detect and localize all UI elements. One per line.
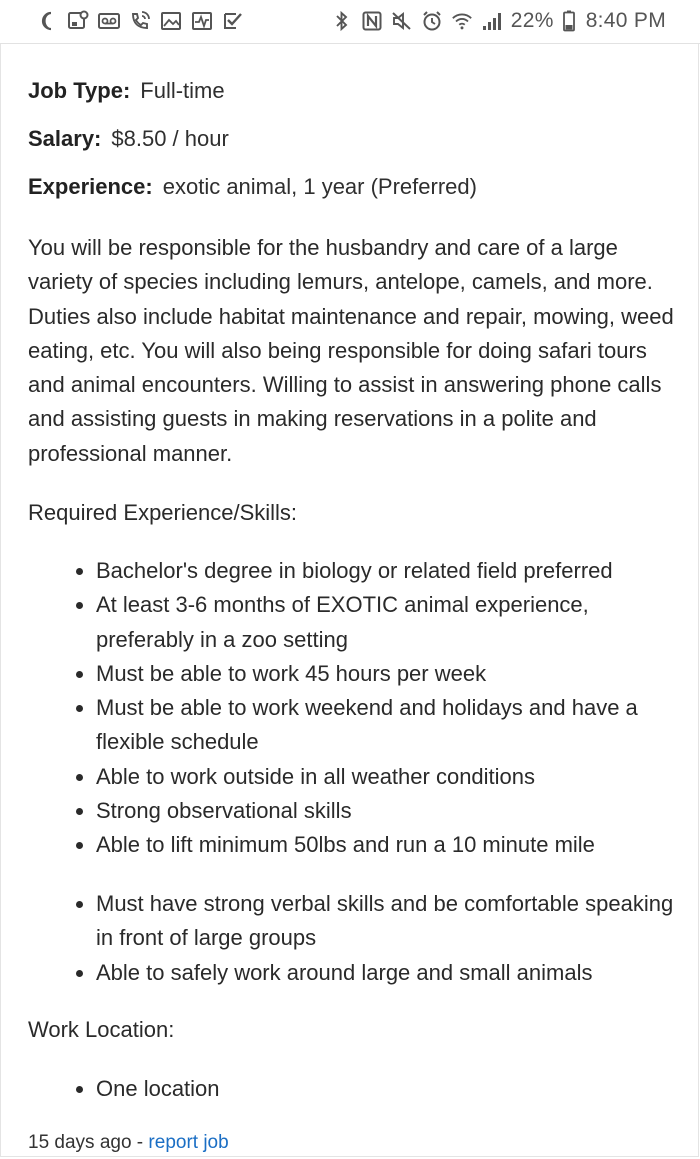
list-item: Able to lift minimum 50lbs and run a 10 minute mile xyxy=(96,828,678,862)
notification-icon xyxy=(67,9,89,33)
job-type-value: Full-time xyxy=(140,78,225,103)
list-item: At least 3-6 months of EXOTIC animal experience, preferably in a zoo setting xyxy=(96,588,678,657)
experience-label: Experience: xyxy=(28,174,153,199)
experience-row xyxy=(28,170,477,204)
experience-value: exotic animal, 1 year (Preferred) xyxy=(162,174,477,199)
list-item: Able to safely work around large and small animals xyxy=(96,956,678,990)
posted-ago: 15 days ago xyxy=(28,1132,132,1153)
requirements-list-continued xyxy=(28,887,678,990)
job-type-label: Job Type: xyxy=(28,78,131,103)
status-right-icons xyxy=(331,7,666,35)
bluetooth-icon xyxy=(331,9,353,33)
list-item: One location xyxy=(96,1072,678,1106)
salary-value: $8.50 / hour xyxy=(111,126,229,151)
list-item: Bachelor's degree in biology or related field preferred xyxy=(96,554,678,588)
alarm-icon xyxy=(421,9,443,33)
requirements-heading: Required Experience/Skills: xyxy=(28,500,298,525)
clock: 8:40 PM xyxy=(585,9,666,32)
gallery-icon xyxy=(160,9,182,33)
report-job-link[interactable]: report job xyxy=(148,1132,229,1153)
location-heading: Work Location: xyxy=(28,1017,175,1042)
job-description: You will be responsible for the husbandry and care of a large variety of species including lemurs, antelope, camels, and more. Duties also include habitat maintenance and repair, mowing, weed eating, etc. You will also being responsible for doing safari tours and animal encounters. Willing to assist in answering phone calls and assisting guests in making reservations in a polite and professional manner. xyxy=(28,235,674,466)
voicemail-icon xyxy=(98,9,120,33)
job-detail-card xyxy=(0,44,699,1157)
list-item: Must be able to work 45 hours per week xyxy=(96,657,678,691)
checkbox-icon xyxy=(222,9,244,33)
list-item: Must have strong verbal skills and be comfortable speaking in front of large groups xyxy=(96,887,678,956)
battery-icon xyxy=(562,9,576,33)
wifi-icon xyxy=(451,9,473,33)
list-item: Must be able to work weekend and holidays and have a flexible schedule xyxy=(96,691,678,760)
list-item: Strong observational skills xyxy=(96,794,678,828)
list-item: Able to work outside in all weather conditions xyxy=(96,760,678,794)
salary-label: Salary: xyxy=(28,126,102,151)
salary-row xyxy=(28,122,229,156)
mute-icon xyxy=(391,9,413,33)
status-bar xyxy=(0,0,700,44)
status-left-icons xyxy=(36,7,244,35)
footer-separator: - xyxy=(131,1132,149,1153)
nfc-icon xyxy=(361,9,383,33)
requirements-list xyxy=(28,554,678,863)
location-list xyxy=(28,1072,678,1106)
moon-icon xyxy=(36,9,58,33)
signal-icon xyxy=(481,9,503,33)
job-footer xyxy=(28,1130,229,1156)
activity-icon xyxy=(191,9,213,33)
wifi-calling-icon xyxy=(129,9,151,33)
job-type-row xyxy=(28,74,225,108)
battery-percent: 22% xyxy=(510,9,554,32)
